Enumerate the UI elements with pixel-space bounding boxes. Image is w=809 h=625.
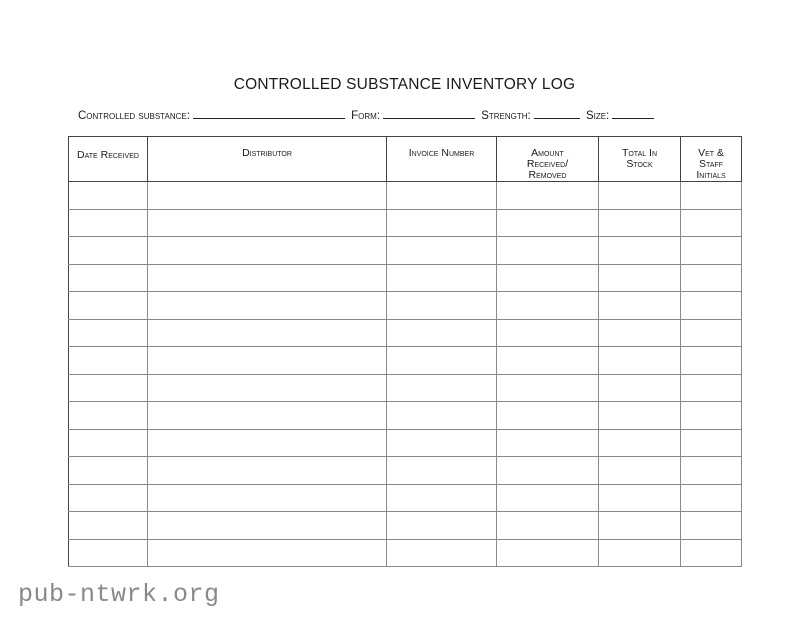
table-cell[interactable] bbox=[148, 209, 387, 237]
table-cell[interactable] bbox=[497, 512, 599, 540]
table-cell[interactable] bbox=[681, 429, 742, 457]
table-cell[interactable] bbox=[681, 539, 742, 567]
table-cell[interactable] bbox=[497, 319, 599, 347]
table-cell[interactable] bbox=[681, 209, 742, 237]
table-cell[interactable] bbox=[599, 512, 681, 540]
field-strength[interactable] bbox=[534, 108, 580, 119]
table-cell[interactable] bbox=[387, 319, 497, 347]
table-cell[interactable] bbox=[69, 457, 148, 485]
table-cell[interactable] bbox=[69, 182, 148, 210]
table-cell[interactable] bbox=[599, 374, 681, 402]
table-cell[interactable] bbox=[69, 319, 148, 347]
table-cell[interactable] bbox=[148, 347, 387, 375]
table-cell[interactable] bbox=[387, 209, 497, 237]
table-cell[interactable] bbox=[69, 374, 148, 402]
table-row bbox=[69, 319, 742, 347]
field-label-size: Size: bbox=[585, 110, 610, 122]
table-cell[interactable] bbox=[497, 539, 599, 567]
table-cell[interactable] bbox=[681, 264, 742, 292]
table-cell[interactable] bbox=[148, 319, 387, 347]
column-header-label: Vet & Staff Initials bbox=[696, 147, 726, 181]
table-cell[interactable] bbox=[681, 512, 742, 540]
table-cell[interactable] bbox=[69, 429, 148, 457]
table-cell[interactable] bbox=[497, 209, 599, 237]
table-cell[interactable] bbox=[599, 539, 681, 567]
table-cell[interactable] bbox=[497, 237, 599, 265]
table-cell[interactable] bbox=[69, 347, 148, 375]
table-cell[interactable] bbox=[497, 484, 599, 512]
table-row bbox=[69, 292, 742, 320]
table-cell[interactable] bbox=[387, 237, 497, 265]
table-cell[interactable] bbox=[599, 182, 681, 210]
table-header-row bbox=[69, 137, 742, 182]
table-cell[interactable] bbox=[148, 484, 387, 512]
table-cell[interactable] bbox=[599, 237, 681, 265]
table-cell[interactable] bbox=[148, 292, 387, 320]
table-cell[interactable] bbox=[148, 182, 387, 210]
column-header-initials bbox=[681, 137, 742, 182]
table-cell[interactable] bbox=[599, 347, 681, 375]
table-cell[interactable] bbox=[387, 457, 497, 485]
document-title: CONTROLLED SUBSTANCE INVENTORY LOG bbox=[233, 76, 576, 93]
table-cell[interactable] bbox=[497, 429, 599, 457]
table-cell[interactable] bbox=[148, 457, 387, 485]
table-cell[interactable] bbox=[681, 402, 742, 430]
table-cell[interactable] bbox=[681, 237, 742, 265]
column-header-label: Total In Stock bbox=[621, 147, 658, 170]
table-cell[interactable] bbox=[69, 402, 148, 430]
table-cell[interactable] bbox=[599, 319, 681, 347]
table-row bbox=[69, 512, 742, 540]
table-cell[interactable] bbox=[681, 484, 742, 512]
table-cell[interactable] bbox=[148, 429, 387, 457]
field-label-controlled-substance: Controlled substance: bbox=[78, 110, 190, 122]
table-cell[interactable] bbox=[599, 429, 681, 457]
field-label-form: Form: bbox=[351, 110, 380, 122]
table-cell[interactable] bbox=[69, 539, 148, 567]
table-cell[interactable] bbox=[387, 347, 497, 375]
table-cell[interactable] bbox=[387, 402, 497, 430]
table-cell[interactable] bbox=[599, 292, 681, 320]
column-header-label: Invoice Number bbox=[408, 147, 475, 159]
table-row bbox=[69, 374, 742, 402]
table-cell[interactable] bbox=[497, 292, 599, 320]
table-cell[interactable] bbox=[599, 484, 681, 512]
table-row bbox=[69, 209, 742, 237]
table-cell[interactable] bbox=[387, 264, 497, 292]
table-cell[interactable] bbox=[681, 374, 742, 402]
table-row bbox=[69, 264, 742, 292]
table-row bbox=[69, 182, 742, 210]
table-cell[interactable] bbox=[387, 429, 497, 457]
field-label-strength: Strength: bbox=[481, 110, 531, 122]
table-cell[interactable] bbox=[148, 264, 387, 292]
table-cell[interactable] bbox=[599, 457, 681, 485]
table-cell[interactable] bbox=[148, 374, 387, 402]
table-cell[interactable] bbox=[69, 264, 148, 292]
table-cell[interactable] bbox=[681, 347, 742, 375]
inventory-table bbox=[68, 136, 742, 567]
table-cell[interactable] bbox=[387, 539, 497, 567]
column-header-amount bbox=[497, 137, 599, 182]
table-cell[interactable] bbox=[497, 457, 599, 485]
table-cell[interactable] bbox=[148, 402, 387, 430]
table-cell[interactable] bbox=[148, 512, 387, 540]
table-row bbox=[69, 539, 742, 567]
table-cell[interactable] bbox=[387, 292, 497, 320]
table-cell[interactable] bbox=[497, 347, 599, 375]
table-cell[interactable] bbox=[497, 402, 599, 430]
table-cell[interactable] bbox=[69, 484, 148, 512]
table-cell[interactable] bbox=[387, 484, 497, 512]
table-cell[interactable] bbox=[148, 539, 387, 567]
column-header-label: Amount Received/ Removed bbox=[526, 147, 569, 181]
column-header-date-received bbox=[69, 137, 148, 182]
table-cell[interactable] bbox=[681, 292, 742, 320]
column-header-label: Distributor bbox=[242, 147, 292, 159]
table-row bbox=[69, 347, 742, 375]
table-cell[interactable] bbox=[148, 237, 387, 265]
table-cell[interactable] bbox=[599, 209, 681, 237]
table-cell[interactable] bbox=[497, 182, 599, 210]
table-cell[interactable] bbox=[69, 512, 148, 540]
table-cell[interactable] bbox=[69, 237, 148, 265]
table-cell[interactable] bbox=[681, 319, 742, 347]
table-cell[interactable] bbox=[599, 402, 681, 430]
table-row bbox=[69, 237, 742, 265]
table-cell[interactable] bbox=[599, 264, 681, 292]
table-cell[interactable] bbox=[681, 457, 742, 485]
field-form[interactable] bbox=[383, 108, 475, 119]
table-cell[interactable] bbox=[387, 512, 497, 540]
table-body bbox=[69, 182, 742, 567]
field-size[interactable] bbox=[612, 108, 654, 119]
watermark: pub-ntwrk.org bbox=[18, 580, 220, 609]
table-row bbox=[69, 457, 742, 485]
table-cell[interactable] bbox=[69, 292, 148, 320]
table-cell[interactable] bbox=[387, 182, 497, 210]
table-cell[interactable] bbox=[387, 374, 497, 402]
table-row bbox=[69, 402, 742, 430]
table-row bbox=[69, 484, 742, 512]
field-controlled-substance[interactable] bbox=[193, 108, 345, 119]
column-header-invoice-number bbox=[387, 137, 497, 182]
table-row bbox=[69, 429, 742, 457]
column-header-total-in-stock bbox=[599, 137, 681, 182]
table-cell[interactable] bbox=[69, 209, 148, 237]
table-cell[interactable] bbox=[497, 264, 599, 292]
header-fields bbox=[78, 108, 657, 122]
table-cell[interactable] bbox=[497, 374, 599, 402]
table-cell[interactable] bbox=[681, 182, 742, 210]
column-header-distributor bbox=[148, 137, 387, 182]
column-header-label: Date Received bbox=[77, 149, 139, 161]
